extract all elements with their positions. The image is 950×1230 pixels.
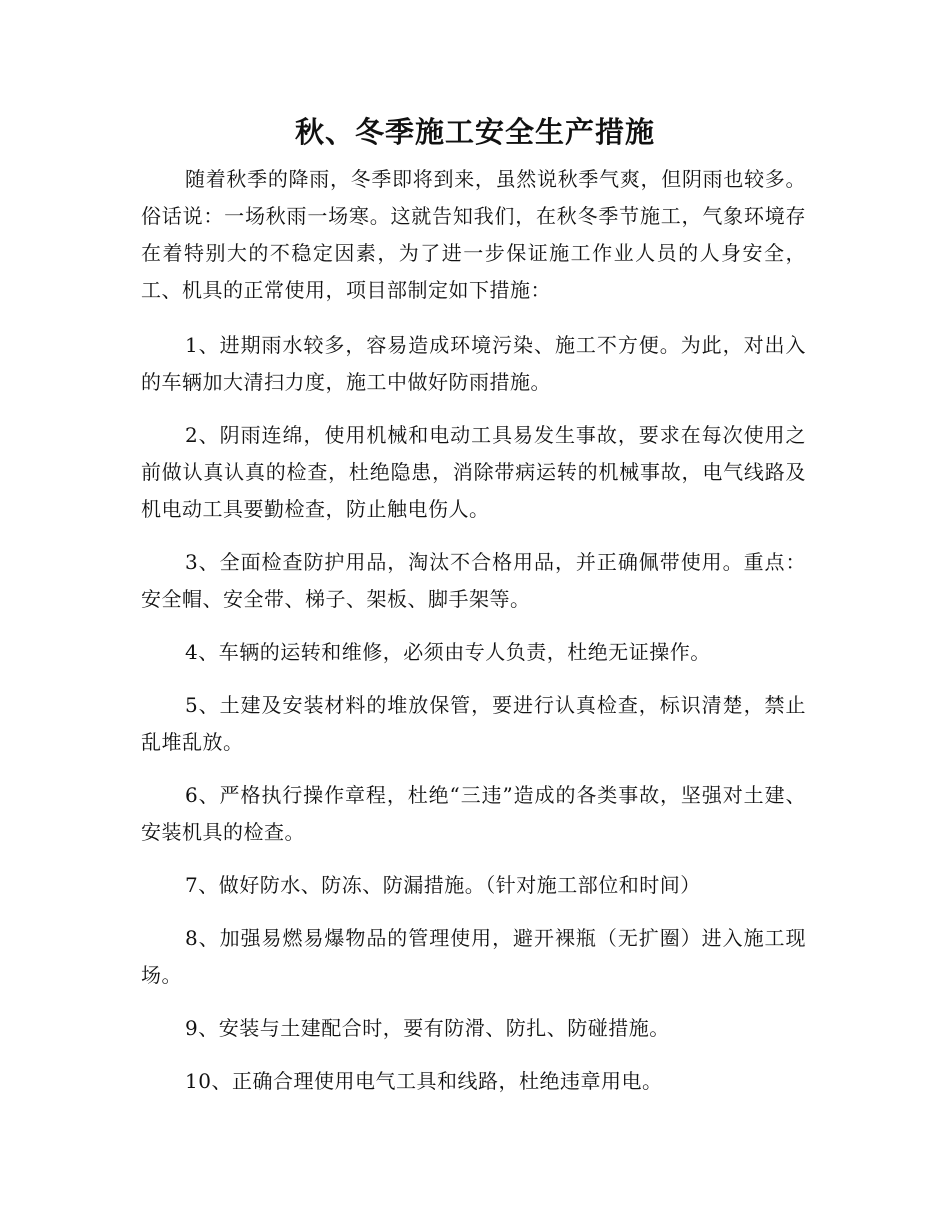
measure-item-10: 10、正确合理使用电气工具和线路，杜绝违章用电。	[185, 1069, 663, 1093]
measure-item-6: 6、严格执行操作章程，杜绝“三违”造成的各类事故，坚强对土建、安装机具的检查。	[141, 783, 806, 844]
measure-item-7: 7、做好防水、防冻、防漏措施。（针对施工部位和时间）	[185, 873, 701, 897]
intro-paragraph: 随着秋季的降雨，冬季即将到来，虽然说秋季气爽，但阴雨也较多。俗话说：一场秋雨一场寒。这就告知我们，在秋冬季节施工，气象环境存在着特别大的不稳定因素，为了进一步保证施工作业人员的人身安全，工、机具的正常使用，项目部制定如下措施：	[141, 167, 806, 302]
measure-item-3: 3、全面检查防护用品，淘汰不合格用品，并正确佩带使用。重点：安全帽、安全带、梯子、架板、脚手架等。	[141, 550, 806, 611]
measure-item-8: 8、加强易燃易爆物品的管理使用，避开裸瓶（无扩圈）进入施工现场。	[141, 926, 806, 987]
document-title: 秋、冬季施工安全生产措施	[294, 115, 655, 149]
document-body	[141, 161, 806, 1116]
measure-item-9: 9、安装与土建配合时，要有防滑、防扎、防碰措施。	[185, 1016, 670, 1040]
measure-item-5: 5、土建及安装材料的堆放保管，要进行认真检查，标识清楚，禁止乱堆乱放。	[141, 693, 806, 754]
measure-item-1: 1、进期雨水较多，容易造成环境污染、施工不方便。为此，对出入的车辆加大清扫力度，施工中做好防雨措施。	[141, 333, 806, 394]
measure-item-4: 4、车辆的运转和维修，必须由专人负责，杜绝无证操作。	[185, 640, 711, 664]
measure-item-2: 2、阴雨连绵，使用机械和电动工具易发生事故，要求在每次使用之前做认真认真的检查，杜绝隐患，消除带病运转的机械事故，电气线路及机电动工具要勤检查，防止触电伤人。	[141, 423, 806, 521]
